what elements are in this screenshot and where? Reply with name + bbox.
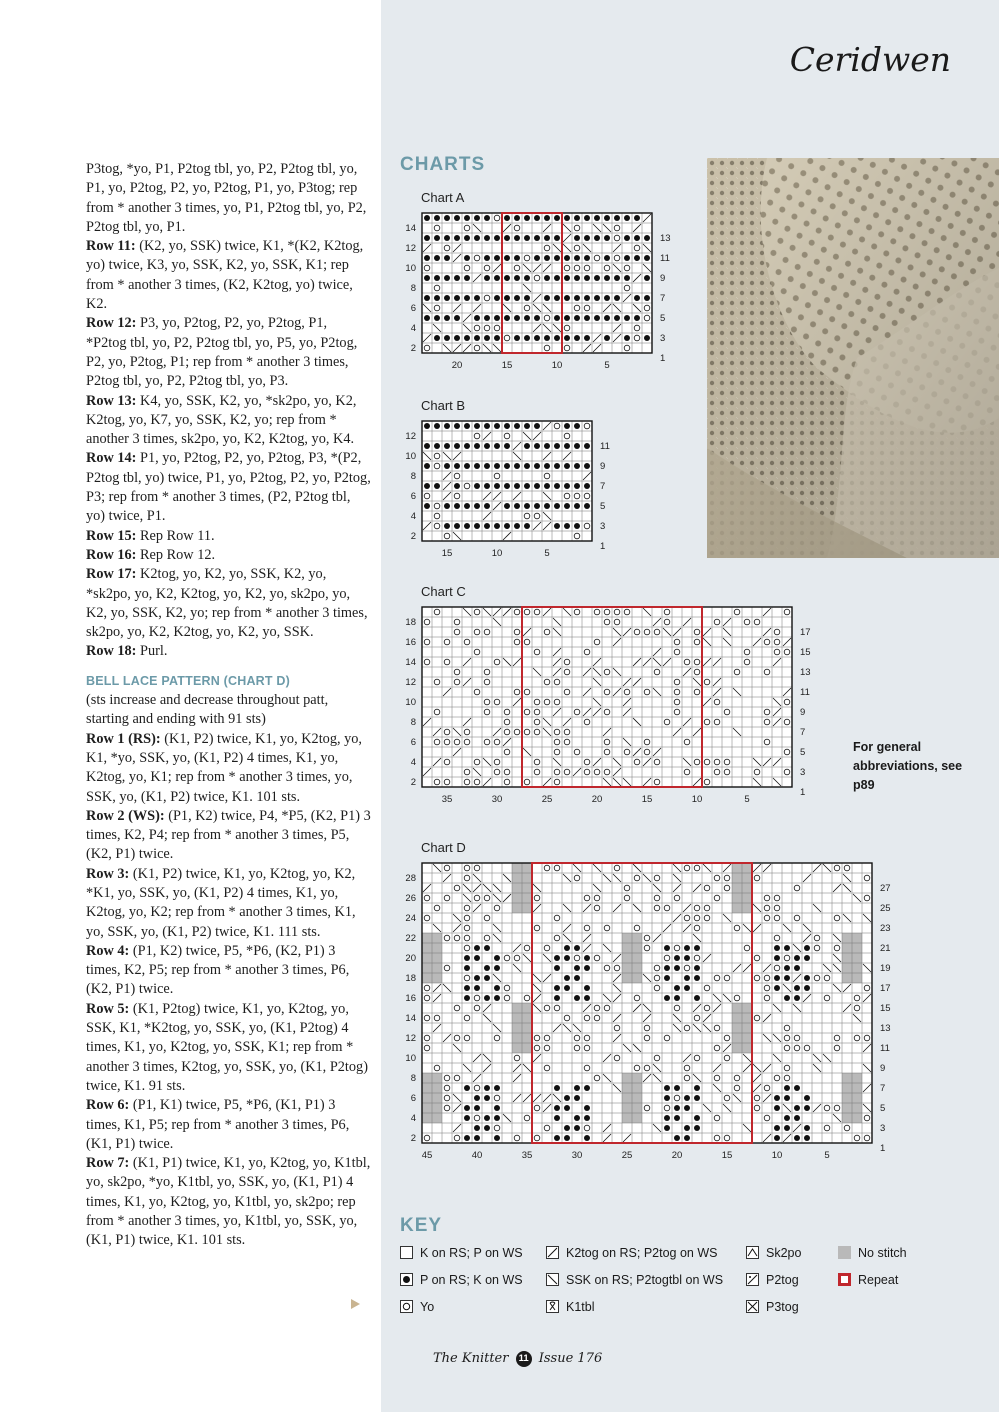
row-label: Row 4: <box>86 942 130 959</box>
row-label: Row 13: <box>86 392 137 409</box>
chart-grid <box>422 213 652 353</box>
stitch-number-label: 10 <box>771 1150 783 1161</box>
lace-shawl-photo <box>707 158 999 558</box>
row-text: K4, yo, SSK, K2, yo, *sk2po, yo, K2, K2tog, yo, K7, yo, SSK, K2, yo; rep from * another 3 times, sk2po, yo, K2, K2tog, yo, K4. <box>86 392 357 448</box>
p2tog-icon <box>746 1273 759 1286</box>
footer-magazine: The Knitter <box>433 1351 509 1366</box>
stitch-number-label: 15 <box>441 548 453 559</box>
row-number-label: 14 <box>405 657 416 668</box>
row-number-label: 24 <box>405 913 416 924</box>
row-text: P3tog, *yo, P1, P2tog tbl, yo, P2, P2tog tbl, yo, P1, yo, P2tog, P2, yo, P2tog, P1, yo, P3tog; rep from * another 3 times, yo, P1, P2tog tbl, yo, P2, P2tog tbl, yo, P1. <box>86 161 367 235</box>
row-number-label: 10 <box>405 697 416 708</box>
row-number-label: 28 <box>405 873 416 884</box>
stitch-number-label: 10 <box>691 794 703 805</box>
page-title: Ceridwen <box>789 40 951 79</box>
key-item <box>546 1273 723 1287</box>
row-number-label: 4 <box>410 1113 416 1124</box>
row-number-label: 10 <box>405 1053 416 1064</box>
key-item <box>838 1273 898 1287</box>
row-label: Row 11: <box>86 238 136 255</box>
chart-grid <box>422 421 592 541</box>
key-item <box>546 1300 595 1314</box>
instruction-row <box>86 527 371 546</box>
instruction-row <box>86 546 371 565</box>
row-number-label: 8 <box>410 471 416 482</box>
row-number-label: 17 <box>880 983 891 994</box>
row-text: (K1, P2) twice, K1, yo, K2tog, yo, K2, *K1, yo, SSK, yo, (K1, P2) 4 times, K1, yo, K2tog, yo, K2; rep from * another 3 times, K1, yo, SSK, yo, (K1, P2) twice, K1. 111 sts. <box>86 865 356 940</box>
chart-d <box>396 855 906 1167</box>
stitch-number-label: 20 <box>451 360 463 371</box>
key-label: K on RS; P on WS <box>420 1246 523 1260</box>
row-label: Row 18: <box>86 643 137 660</box>
row-number-label: 5 <box>800 747 806 758</box>
key-item <box>546 1246 717 1260</box>
row-text: (K1, P1) twice, K1, yo, K2tog, yo, K1tbl, yo, sk2po, *yo, K1tbl, yo, SSK, yo, (K1, P1) 4 times, K1, yo, K2tog, yo, K1tbl, yo, sk2po; rep from * another 3 times, yo, K1tbl, yo, SSK, yo, (K1, P1) twice, K1. 101 sts. <box>86 1155 371 1249</box>
continue-arrow-icon <box>351 1299 360 1309</box>
row-number-label: 5 <box>660 313 666 324</box>
row-number-label: 11 <box>880 1043 890 1054</box>
instruction-row <box>86 160 371 237</box>
stitch-number-label: 25 <box>541 794 553 805</box>
row-label: Row 14: <box>86 450 137 467</box>
key-item <box>400 1246 523 1260</box>
row-number-label: 4 <box>410 323 416 334</box>
row-text: K2tog, yo, K2, yo, SSK, K2, yo, *sk2po, yo, K2, K2tog, yo, K2, yo, sk2po, yo, K2, yo, SSK, K2, yo; rep from * another 3 times, sk2po, yo, K2, K2tog, yo, K2, yo, SSK. <box>86 566 368 641</box>
stitch-number-label: 10 <box>551 360 563 371</box>
stitch-number-label: 30 <box>571 1150 583 1161</box>
row-text: (K1, P2tog) twice, K1, yo, K2tog, yo, SSK, K1, *K2tog, yo, SSK, yo, (K1, P2tog) 4 times, K1, yo, K2tog, yo, SSK, K1; rep from * another 3 times, K2tog, yo, SSK, yo, (K1, P2tog) twice, K1. 91 sts. <box>86 1000 368 1094</box>
row-number-label: 4 <box>410 757 416 768</box>
row-number-label: 18 <box>405 617 416 628</box>
row-number-label: 23 <box>880 923 891 934</box>
row-text: P3, yo, P2tog, P2, yo, P2tog, P1, *P2tog tbl, yo, P2, P2tog tbl, yo, P5, yo, P2tog, P2, yo, P2tog, P1; rep from * another 3 times, P2tog tbl, yo, P2, P2tog tbl, yo, P3. <box>86 315 358 390</box>
row-number-label: 10 <box>405 263 416 274</box>
key-label: Yo <box>420 1300 435 1314</box>
row-text: P1, yo, P2tog, P2, yo, P2tog, P3, *(P2, P2tog tbl, yo) twice, P1, yo, P2tog, P2, yo, P2tog, P3; rep from * another 3 times, (P2, P2tog tbl, yo) twice, P1. <box>86 450 371 525</box>
row-number-label: 9 <box>880 1063 886 1074</box>
row-number-label: 9 <box>800 707 806 718</box>
row-number-label: 1 <box>660 353 666 364</box>
row-number-label: 2 <box>410 343 416 354</box>
row-label: Row 7: <box>86 1155 130 1172</box>
row-number-label: 7 <box>880 1083 886 1094</box>
stitch-number-label: 5 <box>744 794 750 805</box>
instruction-row <box>86 691 371 730</box>
key-item <box>746 1246 801 1260</box>
row-number-label: 4 <box>410 511 416 522</box>
p3tog-icon <box>746 1300 759 1313</box>
row-number-label: 26 <box>405 893 416 904</box>
stitch-number-label: 10 <box>491 548 503 559</box>
row-number-label: 19 <box>880 963 891 974</box>
chart-b-title: Chart B <box>421 398 466 413</box>
chart-grid <box>422 607 792 787</box>
row-number-label: 3 <box>880 1123 886 1134</box>
row-number-label: 21 <box>880 943 891 954</box>
key-label: P2tog <box>766 1273 799 1287</box>
row-number-label: 3 <box>660 333 666 344</box>
stitch-number-label: 15 <box>721 1150 733 1161</box>
row-number-label: 27 <box>880 883 891 894</box>
chart-d-title: Chart D <box>421 840 466 855</box>
row-number-label: 6 <box>410 1093 416 1104</box>
no-stitch-icon <box>838 1246 851 1259</box>
row-number-label: 11 <box>800 687 810 698</box>
stitch-number-label: 25 <box>621 1150 633 1161</box>
row-text: (P1, K2) twice, P5, *P6, (K2, P1) 3 times, K2, P5; rep from * another 3 times, P6, (K2, P1) twice. <box>86 942 350 998</box>
chart-b <box>396 413 626 565</box>
row-number-label: 7 <box>800 727 806 738</box>
row-number-label: 22 <box>405 933 416 944</box>
chart-c-title: Chart C <box>421 584 466 599</box>
stitch-number-label: 35 <box>521 1150 533 1161</box>
stitch-number-label: 40 <box>471 1150 483 1161</box>
stitch-number-label: 35 <box>441 794 453 805</box>
pattern-instructions <box>86 160 371 1251</box>
key-item <box>400 1273 523 1287</box>
row-number-label: 3 <box>600 521 606 532</box>
key-label: P on RS; K on WS <box>420 1273 523 1287</box>
k2tog-icon <box>546 1246 559 1259</box>
row-text: (sts increase and decrease throughout patt, starting and ending with 91 sts) <box>86 692 329 728</box>
row-label: Row 12: <box>86 315 137 332</box>
row-label: Row 16: <box>86 546 137 563</box>
row-number-label: 18 <box>405 973 416 984</box>
row-label: Row 6: <box>86 1097 130 1114</box>
page-number-badge: 11 <box>516 1351 532 1367</box>
stitch-number-label: 20 <box>671 1150 683 1161</box>
instruction-row <box>86 565 371 642</box>
row-number-label: 12 <box>405 677 416 688</box>
stitch-number-label: 5 <box>604 360 610 371</box>
lace-rows-section <box>86 160 371 662</box>
row-number-label: 9 <box>600 461 606 472</box>
row-label: Row 17: <box>86 566 137 583</box>
row-number-label: 20 <box>405 953 416 964</box>
key-item <box>838 1246 907 1260</box>
row-number-label: 15 <box>800 647 811 658</box>
footer-issue: Issue 176 <box>538 1351 603 1366</box>
chart-a-title: Chart A <box>421 190 465 205</box>
stitch-number-label: 45 <box>421 1150 433 1161</box>
row-number-label: 13 <box>880 1023 891 1034</box>
row-number-label: 7 <box>660 293 666 304</box>
stitch-number-label: 15 <box>641 794 653 805</box>
row-number-label: 11 <box>600 441 610 452</box>
row-number-label: 14 <box>405 1013 416 1024</box>
row-number-label: 12 <box>405 1033 416 1044</box>
key-label: K2tog on RS; P2tog on WS <box>566 1246 718 1260</box>
row-number-label: 25 <box>880 903 891 914</box>
row-number-label: 10 <box>405 451 416 462</box>
key-label: P3tog <box>766 1300 799 1314</box>
instruction-row <box>86 730 371 807</box>
row-number-label: 1 <box>800 787 806 798</box>
instruction-row <box>86 642 371 661</box>
key-item <box>746 1273 799 1287</box>
row-number-label: 13 <box>660 233 671 244</box>
purl-dot-icon <box>400 1273 413 1286</box>
ssk-icon <box>546 1273 559 1286</box>
empty-square-icon <box>400 1246 413 1259</box>
row-number-label: 8 <box>410 717 416 728</box>
instruction-row <box>86 237 371 314</box>
row-number-label: 7 <box>600 481 606 492</box>
chart-a <box>396 205 686 375</box>
row-number-label: 11 <box>660 253 670 264</box>
instruction-row <box>86 1154 371 1250</box>
instruction-row <box>86 865 371 942</box>
k1tbl-icon <box>546 1300 559 1313</box>
row-text: (P1, K1) twice, P5, *P6, (K1, P1) 3 times, K1, P5; rep from * another 3 times, P6, (K1, P1) twice. <box>86 1097 350 1152</box>
row-label: Row 2 (WS): <box>86 807 165 824</box>
row-number-label: 13 <box>800 667 811 678</box>
bell-lace-rows-section <box>86 691 371 1251</box>
row-number-label: 6 <box>410 303 416 314</box>
page-footer <box>433 1351 602 1367</box>
key-heading: KEY <box>400 1215 443 1236</box>
row-label: Row 5: <box>86 1000 130 1017</box>
row-number-label: 6 <box>410 737 416 748</box>
instruction-row <box>86 1000 371 1096</box>
instruction-row <box>86 942 371 1000</box>
row-number-label: 3 <box>800 767 806 778</box>
row-number-label: 12 <box>405 431 416 442</box>
row-number-label: 8 <box>410 283 416 294</box>
row-text: (P1, K2) twice, P4, *P5, (K2, P1) 3 times, K2, P4; rep from * another 3 times, P5, (K2, P1) twice. <box>86 807 371 863</box>
row-number-label: 14 <box>405 223 416 234</box>
instruction-row <box>86 1096 371 1154</box>
yarn-over-icon <box>400 1300 413 1313</box>
chart-c <box>396 599 821 811</box>
row-number-label: 8 <box>410 1073 416 1084</box>
row-text: Rep Row 12. <box>136 546 216 563</box>
chart-grid <box>422 863 872 1143</box>
key-label: Sk2po <box>766 1246 802 1260</box>
row-number-label: 6 <box>410 491 416 502</box>
row-number-label: 15 <box>880 1003 891 1014</box>
instruction-row <box>86 314 371 391</box>
charts-heading: CHARTS <box>400 154 486 175</box>
key-label: Repeat <box>858 1273 899 1287</box>
stitch-number-label: 5 <box>544 548 550 559</box>
stitch-number-label: 20 <box>591 794 603 805</box>
key-item <box>746 1300 799 1314</box>
stitch-number-label: 30 <box>491 794 503 805</box>
key-label: No stitch <box>858 1246 907 1260</box>
stitch-number-label: 5 <box>824 1150 830 1161</box>
row-number-label: 17 <box>800 627 811 638</box>
instruction-row <box>86 807 371 865</box>
row-number-label: 2 <box>410 531 416 542</box>
row-number-label: 5 <box>880 1103 886 1114</box>
row-number-label: 2 <box>410 777 416 788</box>
key-item <box>400 1300 434 1314</box>
row-label: Row 3: <box>86 865 130 882</box>
instruction-row <box>86 392 371 450</box>
row-text: (K2, yo, SSK) twice, K1, *(K2, K2tog, yo) twice, K3, yo, SSK, K2, yo, SSK, K1; rep from * another 3 times, (K2, K2tog, yo) twice, K2. <box>86 238 364 313</box>
row-text: Purl. <box>136 643 168 660</box>
row-label: Row 1 (RS): <box>86 730 161 747</box>
row-number-label: 16 <box>405 637 416 648</box>
row-label: Row 15: <box>86 527 137 544</box>
bell-lace-heading: BELL LACE PATTERN (CHART D) <box>86 673 290 688</box>
stitch-number-label: 15 <box>501 360 513 371</box>
row-text: (K1, P2) twice, K1, yo, K2tog, yo, K1, *yo, SSK, yo, (K1, P2) 4 times, K1, yo, K2tog, yo, K1; rep from * another 3 times, yo, SSK, yo, (K1, P2) twice, K1. 101 sts. <box>86 730 362 805</box>
sk2po-icon <box>746 1246 759 1259</box>
row-number-label: 1 <box>880 1143 886 1154</box>
key-label: SSK on RS; P2togtbl on WS <box>566 1273 724 1287</box>
repeat-box-icon <box>838 1273 851 1286</box>
row-number-label: 2 <box>410 1133 416 1144</box>
row-number-label: 1 <box>600 541 606 552</box>
row-number-label: 12 <box>405 243 416 254</box>
row-number-label: 5 <box>600 501 606 512</box>
key-label: K1tbl <box>566 1300 595 1314</box>
abbreviations-note: For general abbreviations, see p89 <box>853 740 963 792</box>
instruction-row <box>86 449 371 526</box>
row-number-label: 16 <box>405 993 416 1004</box>
row-number-label: 9 <box>660 273 666 284</box>
row-text: Rep Row 11. <box>136 527 215 544</box>
